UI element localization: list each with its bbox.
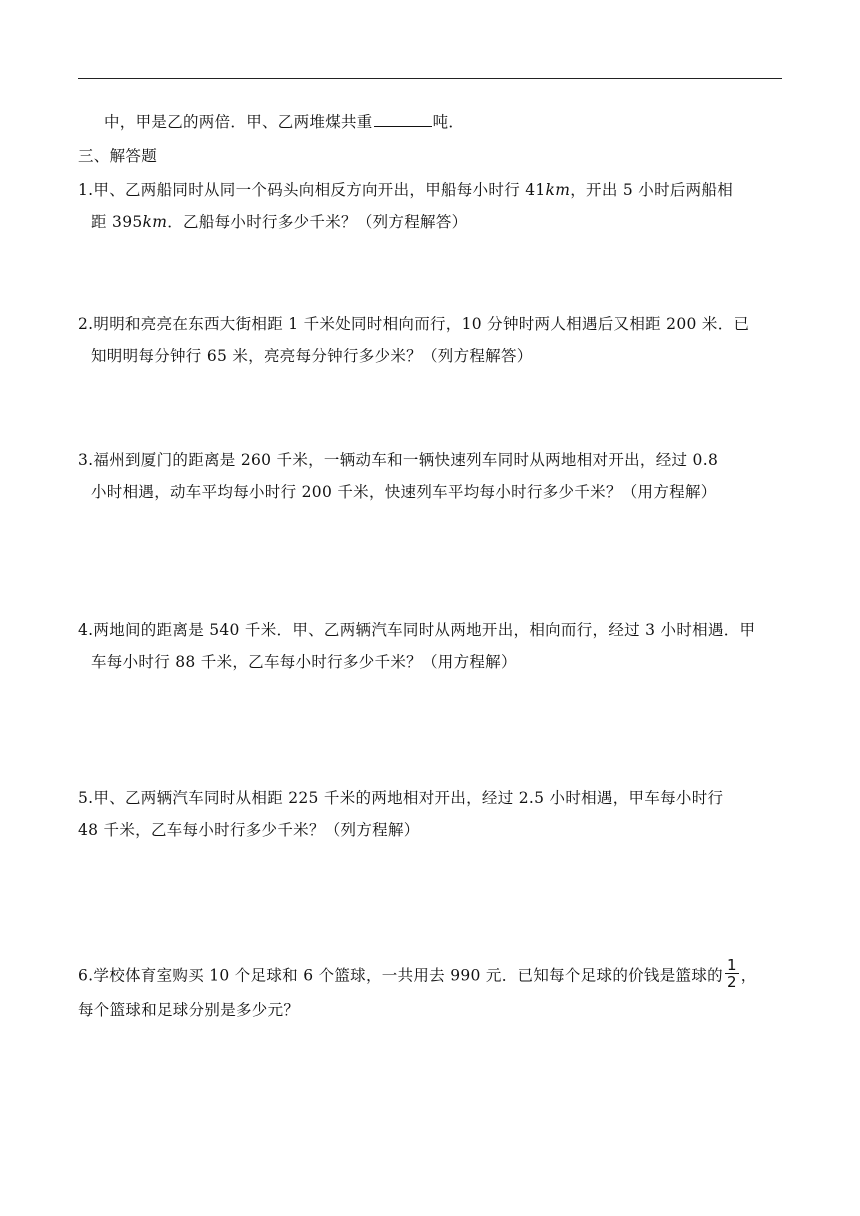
question-3-line-1 <box>78 450 718 470</box>
prev-question-unit: 吨． <box>432 113 465 131</box>
question-number: 2. <box>78 315 94 333</box>
question-text: 甲、乙两船同时从同一个码头向相反方向开出，甲船每小时行 41 <box>93 181 546 199</box>
question-text: 距 395 <box>91 213 143 231</box>
question-2-line-1 <box>78 314 749 334</box>
question-5-line-2 <box>78 820 420 840</box>
fraction-denominator: 2 <box>726 973 737 991</box>
question-6-line-2 <box>78 1000 299 1020</box>
question-number: 6. <box>78 966 94 985</box>
question-text: 知明明每分钟行 65 米，亮亮每分钟行多少米？（列方程解答） <box>91 347 533 365</box>
question-text: 每个篮球和足球分别是多少元？ <box>78 1001 300 1019</box>
question-1-line-2 <box>91 212 467 232</box>
header-rule <box>78 78 782 79</box>
question-text: ， <box>740 966 757 985</box>
question-text: 学校体育室购买 10 个足球和 6 个篮球，一共用去 990 元．已知每个足球的价钱是篮球的 <box>93 966 723 985</box>
question-text: 福州到厦门的距离是 260 千米，一辆动车和一辆快速列车同时从两地相对开出，经过 0.8 <box>93 451 719 469</box>
question-number: 5. <box>78 789 94 807</box>
question-text: 车每小时行 88 千米，乙车每小时行多少千米？（用方程解） <box>91 653 517 671</box>
question-4-line-2 <box>91 652 517 672</box>
question-text: ，开出 5 小时后两船相 <box>570 181 734 199</box>
question-text: 小时相遇，动车平均每小时行 200 千米，快速列车平均每小时行多少千米？（用方程解） <box>91 483 717 501</box>
question-text: 甲、乙两辆汽车同时从相距 225 千米的两地相对开出，经过 2.5 小时相遇，甲车每小时行 <box>93 789 724 807</box>
question-2-line-2 <box>91 346 533 366</box>
question-number: 1. <box>78 181 94 199</box>
section-heading: 三、解答题 <box>78 147 158 165</box>
answer-blank[interactable] <box>374 112 432 127</box>
question-4-line-1 <box>78 620 755 640</box>
question-text: ．乙船每小时行多少千米？（列方程解答） <box>167 213 468 231</box>
question-number: 3. <box>78 451 94 469</box>
question-5-line-1 <box>78 788 723 808</box>
question-text: 两地间的距离是 540 千米．甲、乙两辆汽车同时从两地开出，相向而行，经过 3 小时相遇．甲 <box>93 621 756 639</box>
fraction-numerator: 1 <box>726 956 737 974</box>
question-3-line-2 <box>91 482 717 502</box>
question-1-line-1 <box>78 180 733 200</box>
fraction-one-half <box>725 957 739 990</box>
question-6-line-1 <box>78 956 757 993</box>
prev-question-text: 中，甲是乙的两倍．甲、乙两堆煤共重 <box>104 113 373 131</box>
question-text: 48 千米，乙车每小时行多少千米？（列方程解） <box>78 821 420 839</box>
unit-km: km <box>142 213 168 231</box>
question-text: 明明和亮亮在东西大街相距 1 千米处同时相向而行，10 分钟时两人相遇后又相距 200 米．已 <box>93 315 750 333</box>
question-number: 4. <box>78 621 94 639</box>
unit-km: km <box>545 181 571 199</box>
prev-question-tail <box>104 112 464 132</box>
